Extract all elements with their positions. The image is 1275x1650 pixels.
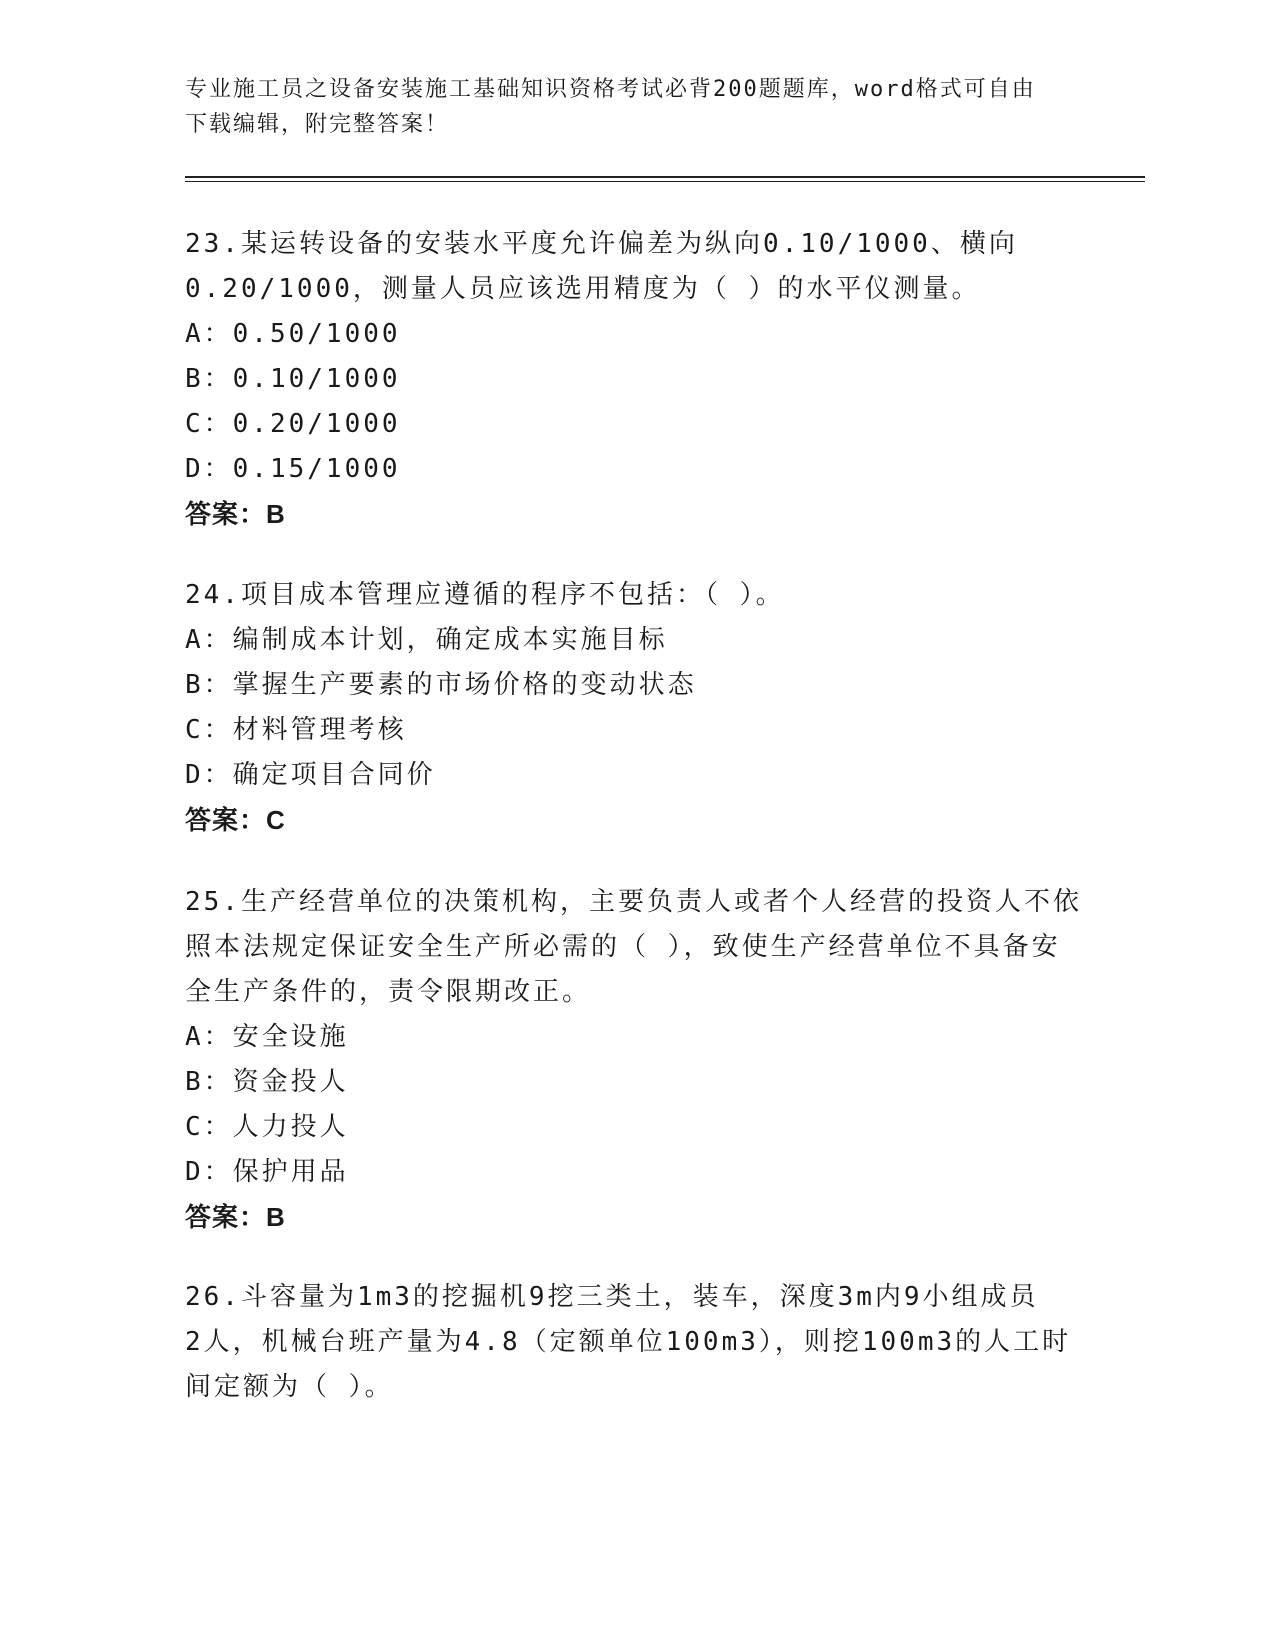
question-stem-line: 2人，机械台班产量为4.8（定额单位100m3），则挖100m3的人工时 <box>185 1327 1072 1357</box>
question-23 <box>185 222 1085 537</box>
question-stem-line: 23.某运转设备的安装水平度允许偏差为纵向0.10/1000、横向 <box>185 229 1018 259</box>
answer-label: 答案：C <box>185 805 286 835</box>
question-stem-line: 26.斗容量为1m3的挖掘机9挖三类土，装车，深度3m内9小组成员 <box>185 1282 1039 1312</box>
option-b: B：0.10/1000 <box>185 364 401 394</box>
option-c: C：0.20/1000 <box>185 409 401 439</box>
header-line-2: 下载编辑，附完整答案！ <box>185 112 450 137</box>
question-stem-line: 全生产条件的，责令限期改正。 <box>185 977 592 1007</box>
option-d: D：0.15/1000 <box>185 454 401 484</box>
option-c: C：材料管理考核 <box>185 715 407 745</box>
answer-label: 答案：B <box>185 499 286 529</box>
question-stem-line: 照本法规定保证安全生产所必需的（ ），致使生产经营单位不具备安 <box>185 932 1061 962</box>
question-stem-line: 间定额为（ ）。 <box>185 1372 394 1402</box>
question-24 <box>185 573 1085 843</box>
option-c: C：人力投人 <box>185 1112 349 1142</box>
option-a: A：安全设施 <box>185 1022 349 1052</box>
option-d: D：确定项目合同价 <box>185 760 436 790</box>
header-line-1: 专业施工员之设备安装施工基础知识资格考试必背200题题库，word格式可自由 <box>185 77 1036 102</box>
header-divider <box>185 176 1145 182</box>
option-d: D：保护用品 <box>185 1157 349 1187</box>
answer-label: 答案：B <box>185 1202 286 1232</box>
question-25 <box>185 880 1085 1240</box>
question-stem-line: 25.生产经营单位的决策机构，主要负责人或者个人经营的投资人不依 <box>185 887 1082 917</box>
option-a: A：编制成本计划，确定成本实施目标 <box>185 625 668 655</box>
option-b: B：掌握生产要素的市场价格的变动状态 <box>185 670 697 700</box>
question-stem-line: 24.项目成本管理应遵循的程序不包括：（ ）。 <box>185 580 785 610</box>
option-a: A：0.50/1000 <box>185 319 401 349</box>
question-26 <box>185 1275 1085 1410</box>
option-b: B：资金投人 <box>185 1067 349 1097</box>
document-header <box>185 72 1085 142</box>
question-stem-line: 0.20/1000，测量人员应该选用精度为（ ）的水平仪测量。 <box>185 274 981 304</box>
